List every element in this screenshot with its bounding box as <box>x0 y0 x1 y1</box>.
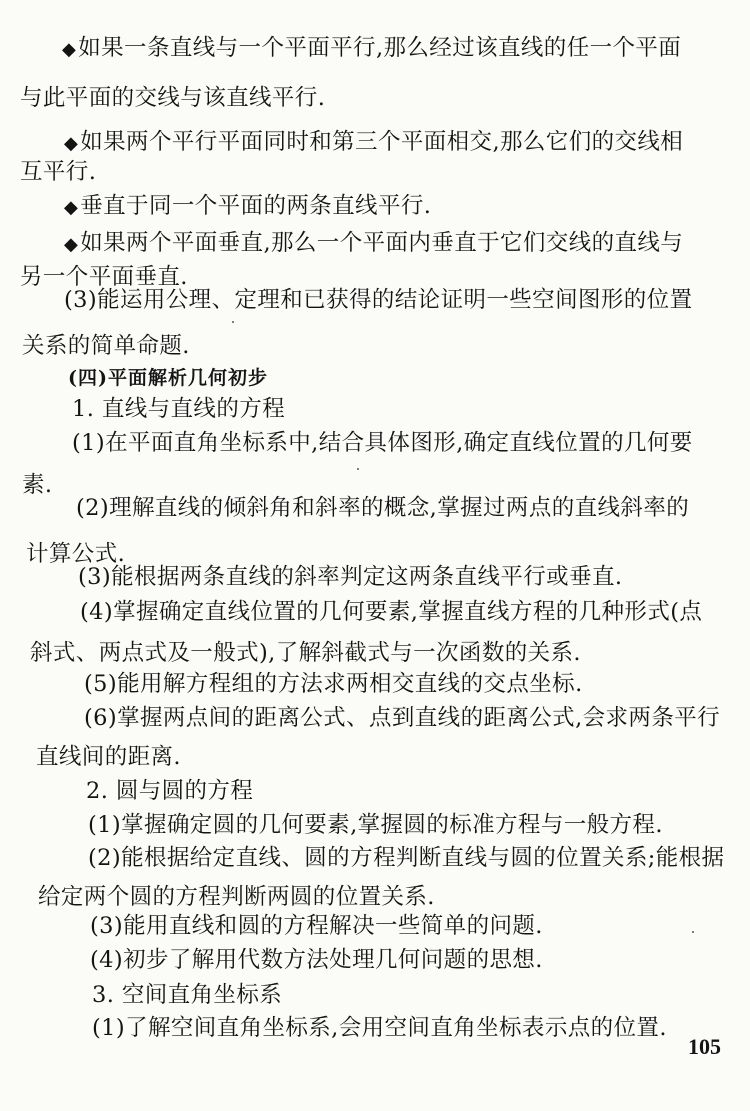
scan-speck <box>357 468 359 470</box>
diamond-bullet-icon: ◆ <box>62 39 77 60</box>
scan-speck <box>692 931 694 933</box>
subsection-heading: 2. 圆与圆的方程 <box>86 778 254 804</box>
body-line: (1)掌握确定圆的几何要素,掌握圆的标准方程与一般方程. <box>88 812 663 838</box>
bullet-line <box>64 127 683 159</box>
body-line: 互平行. <box>20 159 97 185</box>
body-line: 关系的简单命题. <box>22 333 190 359</box>
body-line: (6)掌握两点间的距离公式、点到直线的距离公式,会求两条平行 <box>84 705 721 731</box>
body-line: 计算公式. <box>26 541 126 567</box>
body-line: (3)能用直线和圆的方程解决一些简单的问题. <box>90 913 543 939</box>
body-line: 另一个平面垂直. <box>20 264 188 290</box>
line-text: 垂直于同一个平面的两条直线平行. <box>80 193 432 219</box>
bullet-line <box>64 228 683 260</box>
page-number: 105 <box>688 1034 721 1059</box>
body-line: 斜式、两点式及一般式),了解斜截式与一次函数的关系. <box>30 640 581 666</box>
bullet-line <box>64 191 431 223</box>
body-line: 直线间的距离. <box>36 744 181 770</box>
diamond-bullet-icon: ◆ <box>64 197 79 218</box>
body-line: 给定两个圆的方程判断两圆的位置关系. <box>38 884 435 910</box>
body-line: (3)能运用公理、定理和已获得的结论证明一些空间图形的位置 <box>64 287 693 313</box>
body-line: (2)理解直线的倾斜角和斜率的概念,掌握过两点的直线斜率的 <box>76 495 690 521</box>
body-line: (2)能根据给定直线、圆的方程判断直线与圆的位置关系;能根据 <box>88 845 725 871</box>
line-text: 如果一条直线与一个平面平行,那么经过该直线的任一个平面 <box>78 35 682 61</box>
body-line: 与此平面的交线与该直线平行. <box>20 85 326 111</box>
bullet-line <box>62 33 681 65</box>
body-line: (5)能用解方程组的方法求两相交直线的交点坐标. <box>84 671 583 697</box>
scan-speck <box>232 321 234 323</box>
line-text: 如果两个平行平面同时和第三个平面相交,那么它们的交线相 <box>80 129 684 155</box>
line-text: 如果两个平面垂直,那么一个平面内垂直于它们交线的直线与 <box>80 230 684 256</box>
body-line: (4)掌握确定直线位置的几何要素,掌握直线方程的几种形式(点 <box>80 599 703 625</box>
diamond-bullet-icon: ◆ <box>64 133 79 154</box>
body-line: 素. <box>22 472 53 498</box>
body-line: (1)了解空间直角坐标系,会用空间直角坐标表示点的位置. <box>92 1015 667 1041</box>
section-heading: (四)平面解析几何初步 <box>68 367 268 389</box>
subsection-heading: 1. 直线与直线的方程 <box>72 396 286 422</box>
subsection-heading: 3. 空间直角坐标系 <box>92 982 283 1008</box>
body-line: (3)能根据两条直线的斜率判定这两条直线平行或垂直. <box>78 564 623 590</box>
body-line: (4)初步了解用代数方法处理几何问题的思想. <box>90 947 543 973</box>
body-line: (1)在平面直角坐标系中,结合具体图形,确定直线位置的几何要 <box>72 430 693 456</box>
diamond-bullet-icon: ◆ <box>64 234 79 255</box>
